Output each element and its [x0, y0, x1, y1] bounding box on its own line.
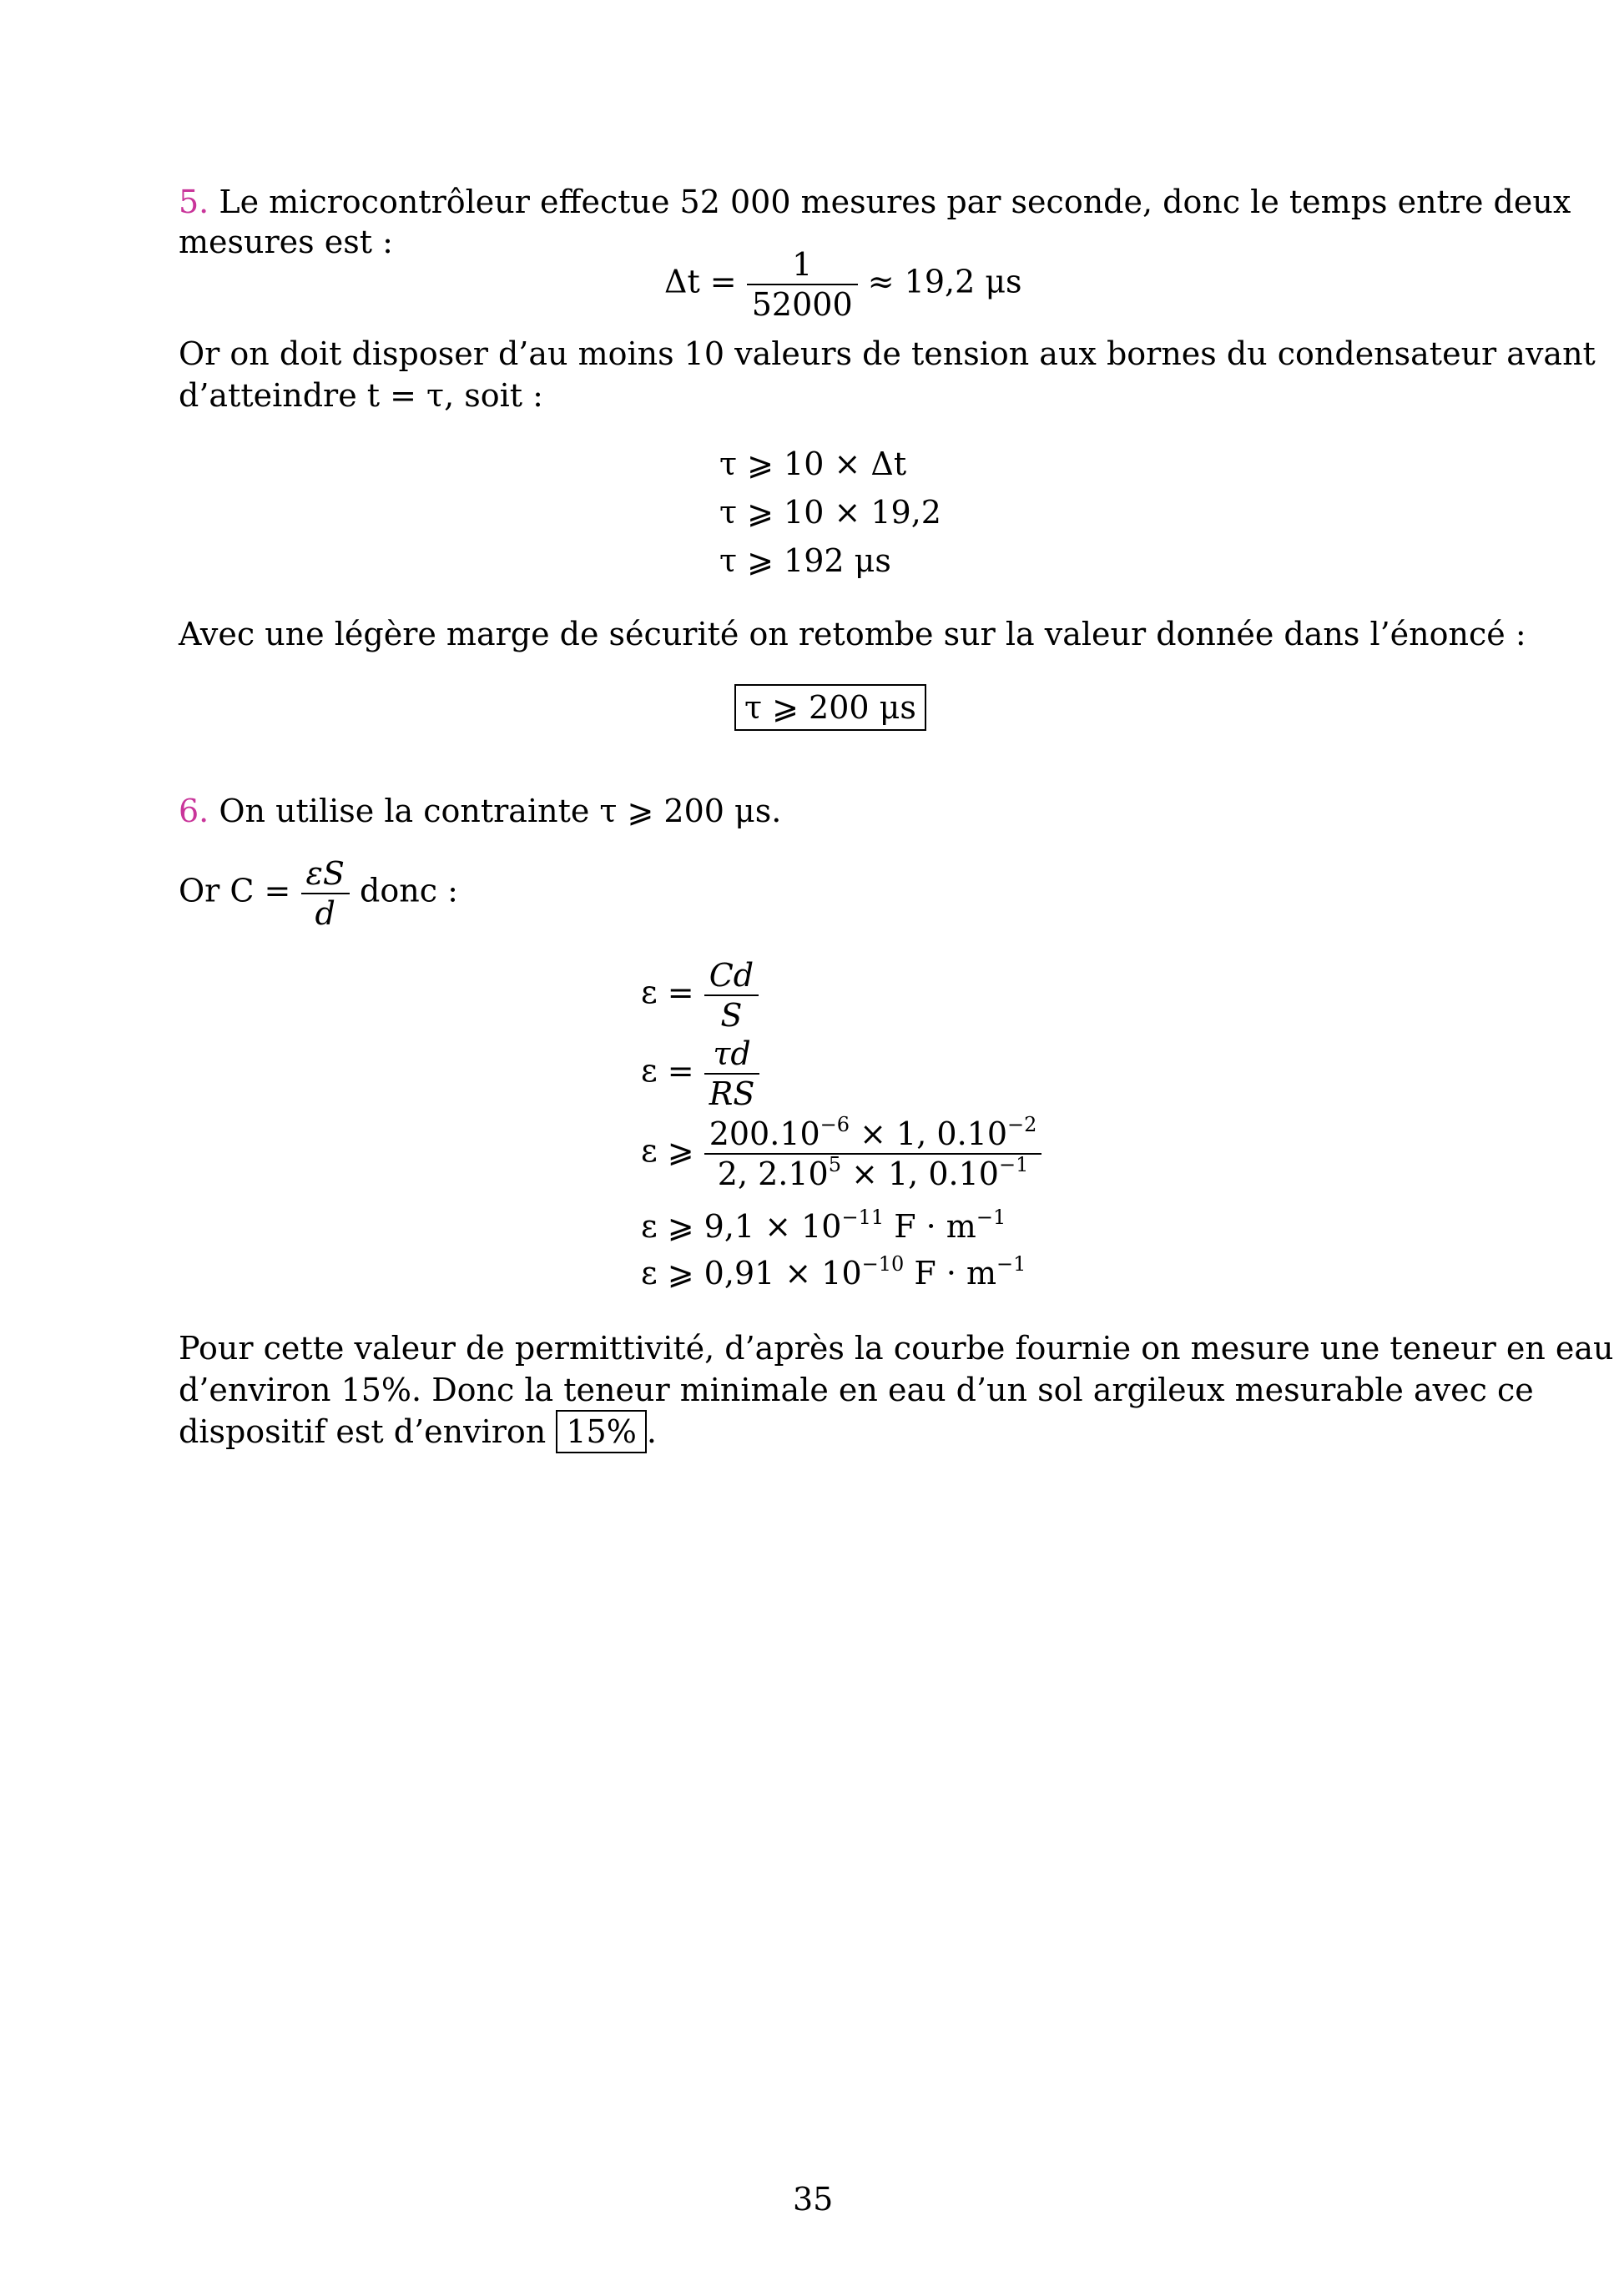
cd-s-fraction: [704, 956, 759, 1035]
e2-denominator: RS: [709, 1075, 755, 1112]
q5-line2: mesures est :: [179, 224, 393, 260]
page-number: 35: [793, 2181, 834, 2218]
p3-prefix: dispositif est d’environ: [179, 1413, 547, 1450]
q6-eps-eq3: [641, 1115, 1041, 1193]
e1-lhs: ε =: [641, 974, 694, 1011]
q6-conclusion-line1: Pour cette valeur de permittivité, d’après la courbe fournie on mesure une teneur en eau: [179, 1330, 1614, 1367]
e3-den-a: 2, 2.10: [717, 1156, 829, 1192]
p3-suffix: .: [646, 1413, 657, 1450]
or-prefix: Or C =: [179, 872, 291, 909]
q6-conclusion-line2: d’environ 15%. Donc la teneur minimale en eau d’un sol argileux mesurable avec ce: [179, 1372, 1534, 1408]
e5-exp: −10: [861, 1252, 905, 1276]
q5-line5: Avec une légère marge de sécurité on retombe sur la valeur donnée dans l’énoncé :: [179, 616, 1526, 652]
boxed-answer: 15%: [556, 1410, 646, 1453]
q6-conclusion-line3: [179, 1412, 657, 1452]
q6-line1: [179, 791, 781, 831]
q6-eps-eq2: [641, 1035, 759, 1113]
td-rs-fraction: [704, 1035, 760, 1113]
q6-eps-eq4: [641, 1206, 1006, 1246]
es-numerator: εS: [305, 855, 345, 892]
e4-a: ε ⩾ 9,1 × 10: [641, 1208, 842, 1245]
q5-eq2: τ ⩾ 10 × 19,2: [719, 494, 941, 531]
e3-num-exp2: −2: [1007, 1113, 1037, 1136]
e3-den-b: × 1, 0.10: [841, 1156, 999, 1192]
d-denominator: d: [315, 895, 335, 932]
e3-num-b: × 1, 0.10: [850, 1115, 1008, 1152]
e5-b: F · m: [904, 1255, 997, 1292]
e3-num-a: 200.10: [709, 1115, 820, 1152]
e5-a: ε ⩾ 0,91 × 10: [641, 1255, 862, 1292]
dt-lhs: Δt =: [664, 263, 737, 300]
e2-lhs: ε =: [641, 1052, 694, 1090]
e3-denominator: [713, 1155, 1034, 1193]
e3-den-exp1: 5: [828, 1153, 841, 1176]
e3-numerator: [704, 1115, 1042, 1153]
e4-b: F · m: [884, 1208, 976, 1245]
e3-num-exp1: −6: [820, 1113, 850, 1136]
q5-number: 5.: [179, 184, 209, 220]
e1-denominator: S: [720, 997, 743, 1034]
es-d-fraction: [301, 854, 350, 933]
e2-numerator: τd: [713, 1035, 751, 1072]
numeric-fraction: [704, 1115, 1042, 1193]
e3-den-exp2: −1: [998, 1153, 1029, 1176]
e4-unit-exp: −1: [976, 1206, 1006, 1229]
e1-numerator: Cd: [709, 957, 754, 994]
q6-capacitance-formula: [179, 854, 458, 933]
e4-exp: −11: [841, 1206, 885, 1229]
dt-denominator: 52000: [751, 286, 853, 323]
q5-boxed-result: τ ⩾ 200 μs: [734, 684, 926, 731]
q5-line1-text: Le microcontrôleur effectue 52 000 mesures par seconde, donc le temps entre deux: [219, 184, 1571, 220]
q5-line3: Or on doit disposer d’au moins 10 valeurs de tension aux bornes du condensateur avant: [179, 335, 1596, 372]
e3-lhs: ε ⩾: [641, 1132, 694, 1170]
q5-dt-equation: [664, 245, 1022, 324]
or-suffix: donc :: [360, 872, 458, 909]
q5-line4: d’atteindre t = τ, soit :: [179, 377, 543, 414]
e5-unit-exp: −1: [996, 1252, 1026, 1276]
q5-eq1: τ ⩾ 10 × Δt: [719, 446, 907, 482]
q6-eps-eq5: [641, 1253, 1026, 1293]
dt-fraction: [747, 245, 858, 324]
q5-line1: [179, 182, 1571, 222]
q5-eq3: τ ⩾ 192 μs: [719, 542, 891, 579]
dt-numerator: 1: [792, 246, 813, 283]
q6-line1-text: On utilise la contrainte τ ⩾ 200 μs.: [219, 793, 782, 829]
dt-rhs: ≈ 19,2 μs: [867, 263, 1022, 300]
q6-number: 6.: [179, 793, 209, 829]
q6-eps-eq1: [641, 956, 759, 1035]
